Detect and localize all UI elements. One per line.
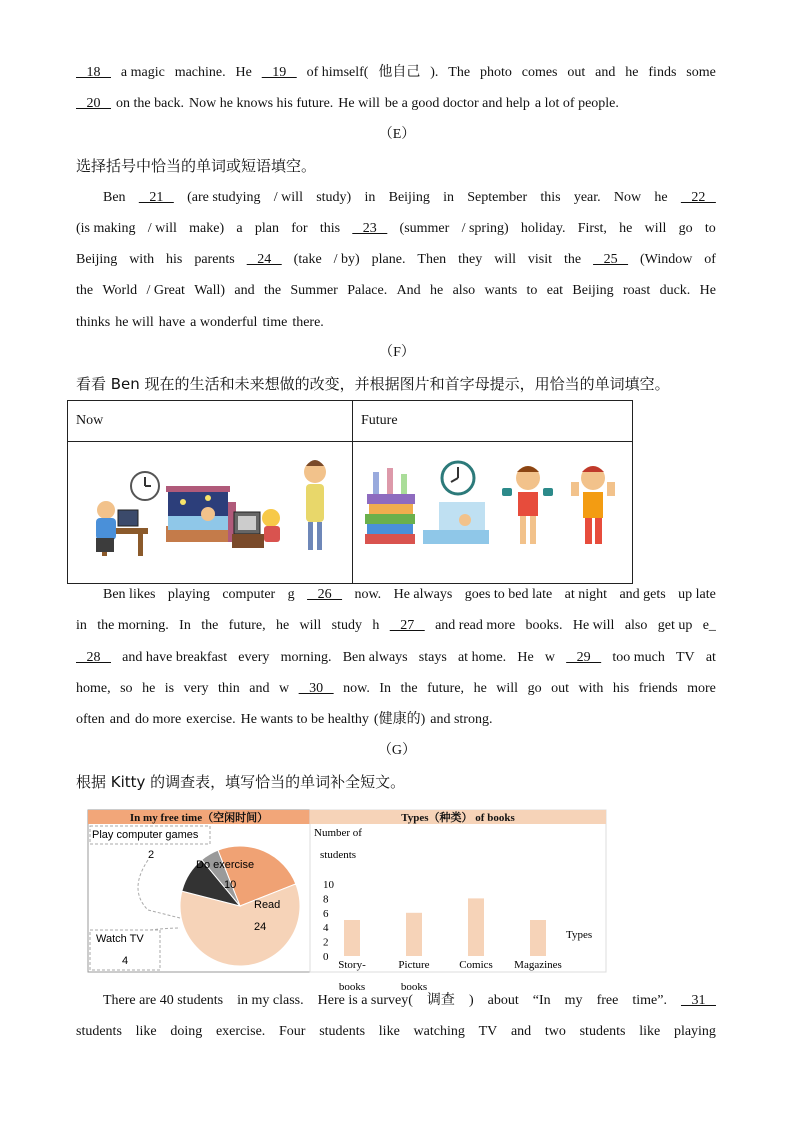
text-word: Palace. <box>347 283 388 298</box>
waking-up-image <box>423 502 489 544</box>
section-e-line-2 <box>76 219 716 239</box>
section-e-heading: （E） <box>378 127 416 142</box>
text-word: Now he knows his future. <box>189 96 334 111</box>
bar-3 <box>530 920 546 956</box>
text-word: finds <box>648 65 677 80</box>
text-word: this <box>319 221 341 236</box>
answer-blank[interactable]: 22 <box>680 190 716 205</box>
y-axis-label: Number of <box>314 827 362 839</box>
text-word: the <box>564 252 582 267</box>
text-word: every <box>238 650 270 665</box>
text-word: his <box>166 252 183 267</box>
text-word: (is making <box>76 221 136 236</box>
text-word: up late <box>678 587 716 602</box>
text-word: friends <box>638 681 678 696</box>
text-word: will <box>299 618 322 633</box>
text-word: ) <box>468 993 474 1008</box>
text-word: September <box>467 190 528 205</box>
text-word: Summer <box>290 283 338 298</box>
clock-image <box>442 462 474 494</box>
text-word: (Window <box>640 252 693 267</box>
x-tick-label: Magazines <box>514 959 562 971</box>
text-word: for <box>291 221 308 236</box>
future-picture-cell <box>353 442 633 584</box>
text-word: students <box>579 1024 626 1039</box>
text-word: and <box>249 681 270 696</box>
x-tick-label: Picture <box>398 959 430 971</box>
text-word: of <box>704 252 716 267</box>
text-word: this <box>540 190 561 205</box>
text-word: 他自己 <box>378 65 421 80</box>
text-word: 调查 <box>426 993 455 1008</box>
bar-1 <box>406 913 422 956</box>
bed-image <box>166 486 236 542</box>
section-f-heading: （F） <box>379 345 415 360</box>
slice-value-read: 24 <box>254 921 267 933</box>
text-word: thinks <box>76 315 111 330</box>
section-g-line-2 <box>76 1022 716 1042</box>
text-word: World <box>102 283 138 298</box>
section-g-instruction: 根据 Kitty 的调查表，填写恰当的单词补全短文。 <box>76 773 406 791</box>
text-word: Here is a survey( <box>317 993 413 1008</box>
text-word: he <box>473 681 487 696</box>
text-word: Four <box>279 1024 306 1039</box>
text-word: photo <box>479 65 512 80</box>
text-word: The <box>448 65 471 80</box>
text-word: his <box>612 681 630 696</box>
text-word: will <box>644 221 667 236</box>
text-word: exercise. <box>215 1024 266 1039</box>
text-word: like <box>135 1024 157 1039</box>
text-word: visit <box>527 252 553 267</box>
text-word: Beijing <box>388 190 430 205</box>
answer-blank[interactable]: 29 <box>566 650 602 665</box>
text-word: now. <box>343 681 370 696</box>
thin-boy-image <box>304 460 326 550</box>
text-word: have <box>158 315 186 330</box>
text-word: also <box>452 283 476 298</box>
text-word: and <box>234 283 255 298</box>
answer-blank[interactable]: 24 <box>246 252 282 267</box>
text-word: roast <box>623 283 651 298</box>
text-word: / spring) <box>461 221 509 236</box>
section-e-line-1 <box>103 188 716 208</box>
clock-image <box>131 472 159 500</box>
slice-value-tv: 4 <box>122 955 129 967</box>
text-word: He wants to be healthy <box>240 712 369 727</box>
answer-blank[interactable]: 27 <box>389 618 425 633</box>
answer-blank[interactable]: 26 <box>307 587 343 602</box>
text-word: w <box>279 681 290 696</box>
text-word: at home. <box>457 650 507 665</box>
text-word: and <box>595 65 616 80</box>
text-word: and read more <box>435 618 516 633</box>
text-word: He will <box>572 618 615 633</box>
table-header-future: Future <box>353 401 633 442</box>
text-word: in <box>76 618 87 633</box>
text-word: a lot of people. <box>534 96 619 111</box>
section-e-line-5 <box>76 313 716 333</box>
slice-value-games: 2 <box>148 849 155 861</box>
now-picture-cell <box>68 442 353 584</box>
text-word: Ben <box>103 190 126 205</box>
text-word: Then <box>417 252 447 267</box>
text-word: First, <box>577 221 607 236</box>
bar-0 <box>344 920 360 956</box>
text-word: parents <box>194 252 235 267</box>
text-word: wants <box>484 283 518 298</box>
text-word: the <box>76 283 94 298</box>
text-word: make) <box>189 221 225 236</box>
slice-label-exercise: Do exercise <box>196 859 255 871</box>
text-word: in my class. <box>237 993 304 1008</box>
books-image <box>365 468 415 544</box>
text-word: future, <box>228 618 266 633</box>
text-word: with <box>129 252 155 267</box>
answer-blank[interactable]: 18 <box>76 65 111 80</box>
section-e-instruction: 选择括号中恰当的单词或短语填空。 <box>76 157 317 175</box>
text-word: And <box>396 283 421 298</box>
y-tick-label: 8 <box>323 893 329 906</box>
text-word: eat <box>546 283 564 298</box>
section-f-line-4 <box>76 679 716 699</box>
text-word: TV <box>676 650 695 665</box>
section-e-line-4 <box>76 281 716 301</box>
text-word: doing <box>170 1024 203 1039</box>
text-word: more <box>687 681 716 696</box>
text-word: at <box>705 650 716 665</box>
text-word: on the back. <box>116 96 185 111</box>
text-word: / by) <box>333 252 360 267</box>
text-word: He <box>699 283 716 298</box>
x-axis-label: Types <box>566 929 593 941</box>
slice-label-tv: Watch TV <box>96 933 144 945</box>
text-word: future, <box>427 681 465 696</box>
text-word: he <box>275 618 290 633</box>
text-word: Ben always <box>342 650 408 665</box>
y-tick-label: 6 <box>323 907 329 920</box>
text-word: with <box>578 681 604 696</box>
answer-blank[interactable]: 23 <box>352 221 388 236</box>
x-tick-label: Story- <box>338 959 366 971</box>
slice-label-games: Play computer games <box>92 829 199 841</box>
bar-2 <box>468 898 484 956</box>
text-word: the morning. <box>97 618 169 633</box>
text-word: home, <box>76 681 111 696</box>
section-g-line-1 <box>103 991 716 1011</box>
text-word: exercise. <box>186 712 236 727</box>
text-word: stays <box>418 650 447 665</box>
text-word: also <box>624 618 648 633</box>
text-word: “In <box>532 993 551 1008</box>
text-word: playing <box>673 1024 716 1039</box>
text-word: watching <box>413 1024 465 1039</box>
text-word: (健康的) <box>373 712 426 727</box>
text-word: There are 40 students <box>103 993 224 1008</box>
text-word: like <box>378 1024 400 1039</box>
text-word: h <box>372 618 380 633</box>
text-word: (take <box>293 252 322 267</box>
table-header-now: Now <box>68 401 353 442</box>
text-word: comes <box>521 65 558 80</box>
text-word: In <box>179 618 191 633</box>
text-word: there. <box>292 315 324 330</box>
x-tick-label: Comics <box>459 959 493 971</box>
section-f-line-2 <box>76 616 716 636</box>
text-word: computer <box>222 587 276 602</box>
text-word: be a good doctor and help <box>384 96 530 111</box>
text-word: the <box>201 618 219 633</box>
text-word: the <box>400 681 418 696</box>
text-word: of himself( <box>306 65 369 80</box>
text-word: study <box>331 618 363 633</box>
text-word: and have breakfast <box>122 650 228 665</box>
text-word: and gets <box>619 587 666 602</box>
text-word: and strong. <box>430 712 493 727</box>
text-word: In <box>379 681 392 696</box>
text-word: will <box>494 252 516 267</box>
survey-figure <box>88 810 606 993</box>
text-word: often <box>76 712 105 727</box>
y-tick-label: 2 <box>323 936 329 949</box>
text-word: He always <box>393 587 453 602</box>
text-word: he <box>654 190 668 205</box>
exercise-boy-image <box>502 466 553 544</box>
text-word: a <box>236 221 243 236</box>
text-word: they <box>458 252 483 267</box>
text-word: now. <box>354 587 382 602</box>
strong-boy-image <box>571 466 615 544</box>
text-word: he <box>619 221 633 236</box>
section-f-line-3 <box>76 648 716 668</box>
part-d-line-1 <box>76 63 716 83</box>
answer-blank[interactable]: 25 <box>593 252 629 267</box>
text-word: ). <box>430 65 439 80</box>
text-word: e_ <box>702 618 716 633</box>
text-word: time”. <box>632 993 667 1008</box>
text-word: in <box>364 190 376 205</box>
y-tick-label: 0 <box>323 951 329 963</box>
text-word: Ben likes <box>103 587 156 602</box>
text-word: / will <box>147 221 177 236</box>
text-word: holiday. <box>520 221 566 236</box>
text-word: plan <box>254 221 279 236</box>
now-future-table <box>67 400 633 584</box>
text-word: do more <box>134 712 182 727</box>
text-word: plane. <box>371 252 406 267</box>
text-word: a wonderful <box>190 315 258 330</box>
text-word: out <box>567 65 586 80</box>
y-tick-label: 10 <box>323 879 334 891</box>
answer-blank[interactable]: 19 <box>261 65 297 80</box>
text-word: the <box>263 283 282 298</box>
text-word: He <box>235 65 252 80</box>
answer-blank[interactable]: 31 <box>680 993 716 1008</box>
text-word: / will <box>273 190 303 205</box>
text-word: like <box>639 1024 661 1039</box>
bar-title: Types（种类） of books <box>401 812 515 824</box>
text-word: (summer <box>399 221 450 236</box>
text-word: he will <box>115 315 154 330</box>
text-word: at night <box>564 587 608 602</box>
text-word: some <box>686 65 716 80</box>
text-word: too much <box>612 650 665 665</box>
answer-blank[interactable]: 28 <box>76 650 111 665</box>
text-word: go <box>527 681 542 696</box>
text-word: playing <box>167 587 210 602</box>
text-word: and <box>510 1024 532 1039</box>
text-word: (are studying <box>187 190 261 205</box>
text-word: Wall) <box>194 283 226 298</box>
text-word: / Great <box>146 283 185 298</box>
slice-label-read: Read <box>254 899 281 911</box>
y-axis-label: students <box>320 849 357 861</box>
text-word: out <box>551 681 569 696</box>
text-word: go <box>678 221 693 236</box>
text-word: goes to bed late <box>464 587 553 602</box>
computer-desk-image <box>96 501 148 556</box>
text-word: free <box>596 993 619 1008</box>
text-word: year. <box>573 190 601 205</box>
answer-blank[interactable]: 20 <box>76 96 111 111</box>
text-word: books. <box>525 618 563 633</box>
text-word: two <box>544 1024 566 1039</box>
text-word: he <box>625 65 639 80</box>
future-illustration <box>353 442 631 578</box>
y-tick-label: 4 <box>323 922 329 935</box>
answer-blank[interactable]: 21 <box>138 190 174 205</box>
text-word: very <box>183 681 209 696</box>
text-word: a magic <box>120 65 165 80</box>
text-word: about <box>487 993 519 1008</box>
text-word: duck. <box>659 283 691 298</box>
text-word: to <box>526 283 538 298</box>
text-word: students <box>76 1024 122 1039</box>
text-word: study) <box>316 190 352 205</box>
text-word: morning. <box>280 650 332 665</box>
text-word: Now <box>613 190 642 205</box>
tv-image <box>232 509 280 548</box>
section-e-line-3 <box>76 250 716 270</box>
slice-value-exercise: 10 <box>224 879 237 891</box>
text-word: students <box>319 1024 366 1039</box>
part-d-line-2 <box>76 94 716 114</box>
text-word: is <box>164 681 175 696</box>
section-g-heading: （G） <box>377 743 417 758</box>
text-word: He will <box>338 96 380 111</box>
text-word: TV <box>478 1024 498 1039</box>
text-word: my <box>564 993 583 1008</box>
answer-blank[interactable]: 30 <box>298 681 334 696</box>
section-f-line-5 <box>76 710 716 730</box>
text-word: will <box>496 681 519 696</box>
text-word: He <box>517 650 534 665</box>
text-word: machine. <box>174 65 226 80</box>
text-word: thin <box>218 681 240 696</box>
pie-title: In my free time（空闲时间） <box>129 812 269 824</box>
section-f-instruction: 看看 Ben 现在的生活和未来想做的改变，并根据图片和首字母提示，用恰当的单词填空。 <box>76 375 670 393</box>
text-word: g <box>287 587 295 602</box>
text-word: so <box>120 681 133 696</box>
text-word: to <box>704 221 716 236</box>
x-tick-label: books <box>338 981 366 993</box>
text-word: in <box>443 190 454 205</box>
text-word: he <box>430 283 444 298</box>
text-word: get up <box>657 618 693 633</box>
text-word: w <box>544 650 555 665</box>
x-tick-label: books <box>400 981 428 993</box>
text-word: Beijing <box>76 252 118 267</box>
now-illustration <box>68 442 352 578</box>
text-word: and <box>109 712 130 727</box>
section-f-line-1 <box>103 585 716 605</box>
text-word: Beijing <box>572 283 614 298</box>
text-word: time <box>262 315 288 330</box>
text-word: he <box>142 681 156 696</box>
